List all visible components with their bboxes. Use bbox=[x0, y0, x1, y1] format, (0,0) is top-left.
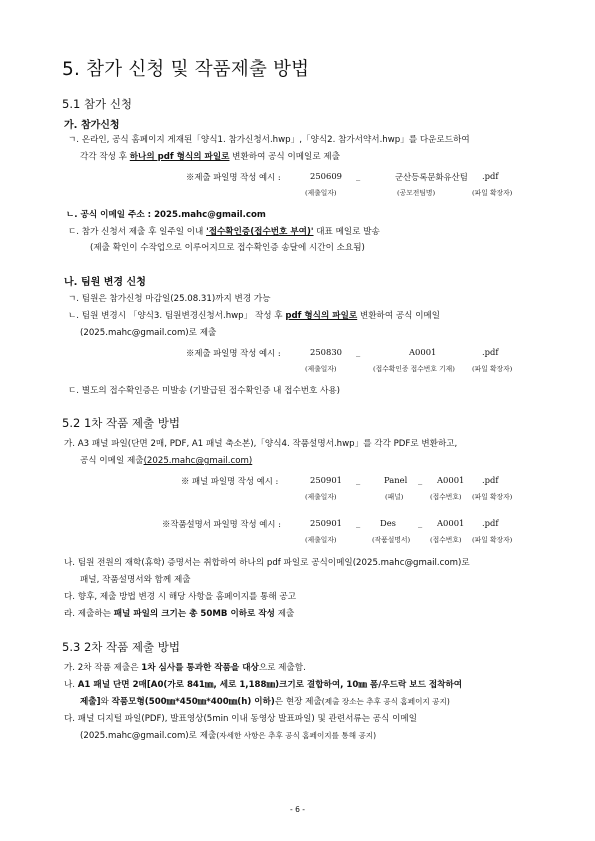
bold-text: 제출] bbox=[80, 697, 101, 707]
example-date: 250901 bbox=[310, 475, 342, 485]
text: 라. 제출하는 bbox=[64, 609, 114, 619]
example-panel: Panel bbox=[384, 475, 408, 485]
bold-text: 패널 파일의 크기는 총 50MB 이하로 작성 bbox=[113, 609, 275, 619]
example-caption-receipt: (접수번호) bbox=[430, 493, 462, 501]
text: 제출 bbox=[274, 609, 295, 619]
example-caption-receipt: (접수번호) bbox=[430, 536, 462, 544]
example-caption-ext: (파일 확장자) bbox=[472, 493, 513, 501]
paragraph-g1-line1: ㄱ. 온라인, 공식 홈페이지 게재된「양식1. 참가신청서.hwp」,「양식2. 참가서약서.hwp」를 다운로드하여 bbox=[68, 135, 470, 145]
bold-text: 하나의 pdf 형식의 파일로 bbox=[129, 152, 230, 162]
small-note: (제출 장소는 추후 공식 홈페이지 공지) bbox=[321, 697, 450, 706]
example-receipt-number: A0001 bbox=[437, 518, 465, 528]
example-ext: .pdf bbox=[482, 518, 499, 528]
text: 가. 2차 작품 제출은 bbox=[64, 663, 142, 673]
text: 나. bbox=[64, 680, 78, 690]
paragraph-52-ga-line2 bbox=[80, 454, 252, 466]
example-date: 250609 bbox=[310, 171, 342, 181]
example-receipt-number: A0001 bbox=[437, 475, 465, 485]
paragraph-g3-line1 bbox=[68, 225, 380, 237]
example-team: 군산등록문화유산팀 bbox=[395, 172, 468, 182]
bold-text: '접수확인증(접수번호 부여)' bbox=[206, 227, 314, 237]
example-separator: _ bbox=[356, 171, 361, 181]
example-caption-team: (공모전팀명) bbox=[397, 189, 436, 197]
paragraph-53-na-line2 bbox=[80, 695, 450, 707]
example-separator: _ bbox=[418, 475, 423, 485]
example-des: Des bbox=[380, 518, 396, 528]
email-link[interactable]: (2025.mahc@gmail.com) bbox=[143, 456, 253, 466]
example-caption-date: (제출일자) bbox=[305, 493, 337, 501]
text: 변환하여 공식 이메일로 제출 bbox=[229, 152, 340, 162]
bold-text: A1 패널 단면 2매[A0(가로 841㎜, 세로 1,188㎜)크기로 결합하여, 10㎜ 폼/우드락 보드 접착하여 bbox=[77, 680, 463, 690]
text: 은 현장 제출 bbox=[274, 697, 322, 707]
example-receipt-number: A0001 bbox=[409, 347, 437, 357]
paragraph-52-na-line1: 나. 팀원 전원의 재학(휴학) 증명서는 취합하여 하나의 pdf 파일로 공식이메일(2025.mahc@gmail.com)로 bbox=[64, 558, 470, 568]
bold-text: 작품모형(500㎜*450㎜*400㎜(h) 이하) bbox=[111, 697, 275, 707]
example-caption-ext: (파일 확장자) bbox=[472, 189, 513, 197]
example-label: ※작품설명서 파일명 작성 예시 : bbox=[162, 519, 281, 529]
paragraph-n1: ㄱ. 팀원은 참가신청 마감일(25.08.31)까지 변경 가능 bbox=[68, 294, 271, 304]
example-separator: _ bbox=[356, 518, 361, 528]
text: (2025.mahc@gmail.com)로 제출 bbox=[80, 731, 217, 741]
text: ㄷ. 참가 신청서 제출 후 일주일 이내 bbox=[68, 227, 207, 237]
paragraph-52-ra bbox=[64, 607, 294, 619]
example-date: 250901 bbox=[310, 518, 342, 528]
example-label: ※제출 파일명 작성 예시 : bbox=[186, 172, 281, 182]
bold-text: pdf 형식의 파일로 bbox=[285, 311, 358, 321]
text: 각각 작성 후 bbox=[80, 152, 130, 162]
email-line: ㄴ. 공식 이메일 주소 : 2025.mahc@gmail.com bbox=[66, 210, 266, 220]
section-5-3-heading: 5.3 2차 작품 제출 방법 bbox=[62, 640, 180, 654]
example-caption-des: (작품설명서) bbox=[372, 536, 411, 544]
text: 으로 제출함. bbox=[258, 663, 306, 673]
example-label: ※ 패널 파일명 작성 예시 : bbox=[181, 476, 279, 486]
paragraph-52-ga-line1: 가. A3 패널 파일(단면 2매, PDF, A1 패널 축소본),「양식4. 작품설명서.hwp」를 각각 PDF로 변환하고, bbox=[64, 439, 458, 449]
page-number: - 6 - bbox=[290, 805, 305, 814]
paragraph-52-da: 다. 향후, 제출 방법 변경 시 해당 사항을 홈페이지를 통해 공고 bbox=[64, 592, 297, 602]
paragraph-n2-line1 bbox=[68, 309, 440, 321]
example-label: ※제출 파일명 작성 예시 : bbox=[186, 348, 281, 358]
paragraph-n3: ㄷ. 별도의 접수확인증은 미발송 (기발급된 접수확인증 내 접수번호 사용) bbox=[68, 386, 341, 396]
example-caption-ext: (파일 확장자) bbox=[472, 536, 513, 544]
example-separator: _ bbox=[418, 518, 423, 528]
example-ext: .pdf bbox=[482, 347, 499, 357]
text: 대표 메일로 발송 bbox=[313, 227, 380, 237]
paragraph-g3-line2: (제출 확인이 수작업으로 이루어지므로 접수확인증 송달에 시간이 소요됨) bbox=[90, 243, 365, 253]
section-5-2-heading: 5.2 1차 작품 제출 방법 bbox=[62, 416, 180, 430]
text: 변환하여 공식 이메일 bbox=[357, 311, 441, 321]
subsection-na-heading: 나. 팀원 변경 신청 bbox=[64, 277, 146, 288]
bold-text: 1차 심사를 통과한 작품을 대상 bbox=[141, 663, 259, 673]
example-ext: .pdf bbox=[482, 475, 499, 485]
example-caption-date: (제출일자) bbox=[305, 189, 337, 197]
text: 와 bbox=[100, 697, 112, 707]
text: ㄴ. 팀원 변경시 「양식3. 팀원변경신청서.hwp」 작성 후 bbox=[68, 311, 286, 321]
paragraph-52-na-line2: 패널, 작품설명서와 함께 제출 bbox=[80, 575, 191, 585]
subsection-ga-heading: 가. 참가신청 bbox=[64, 120, 120, 131]
section-5-1-heading: 5.1 참가 신청 bbox=[62, 97, 133, 111]
example-separator: _ bbox=[356, 347, 361, 357]
paragraph-g1-line2 bbox=[80, 150, 340, 162]
paragraph-53-na-line1 bbox=[64, 678, 462, 690]
example-date: 250830 bbox=[310, 347, 342, 357]
example-caption-receipt: (접수확인증 접수번호 기재) bbox=[373, 365, 455, 373]
example-caption-date: (제출일자) bbox=[305, 536, 337, 544]
paragraph-53-da-line2 bbox=[80, 729, 376, 741]
example-separator: _ bbox=[356, 475, 361, 485]
text: 공식 이메일 제출 bbox=[80, 456, 144, 466]
example-caption-date: (제출일자) bbox=[305, 365, 337, 373]
example-caption-ext: (파일 확장자) bbox=[472, 365, 513, 373]
paragraph-53-ga bbox=[64, 661, 306, 673]
example-caption-panel: (패널) bbox=[385, 493, 404, 501]
paragraph-53-da-line1: 다. 패널 디지털 파일(PDF), 발표영상(5min 이내 동영상 발표파일) 및 관련서류는 공식 이메일 bbox=[64, 714, 417, 724]
paragraph-n2-line2: (2025.mahc@gmail.com)로 제출 bbox=[80, 328, 217, 338]
page-title: 5. 참가 신청 및 작품제출 방법 bbox=[62, 59, 310, 80]
small-note: (자세한 사항은 추후 공식 홈페이지를 통해 공지) bbox=[216, 731, 377, 740]
example-ext: .pdf bbox=[482, 171, 499, 181]
